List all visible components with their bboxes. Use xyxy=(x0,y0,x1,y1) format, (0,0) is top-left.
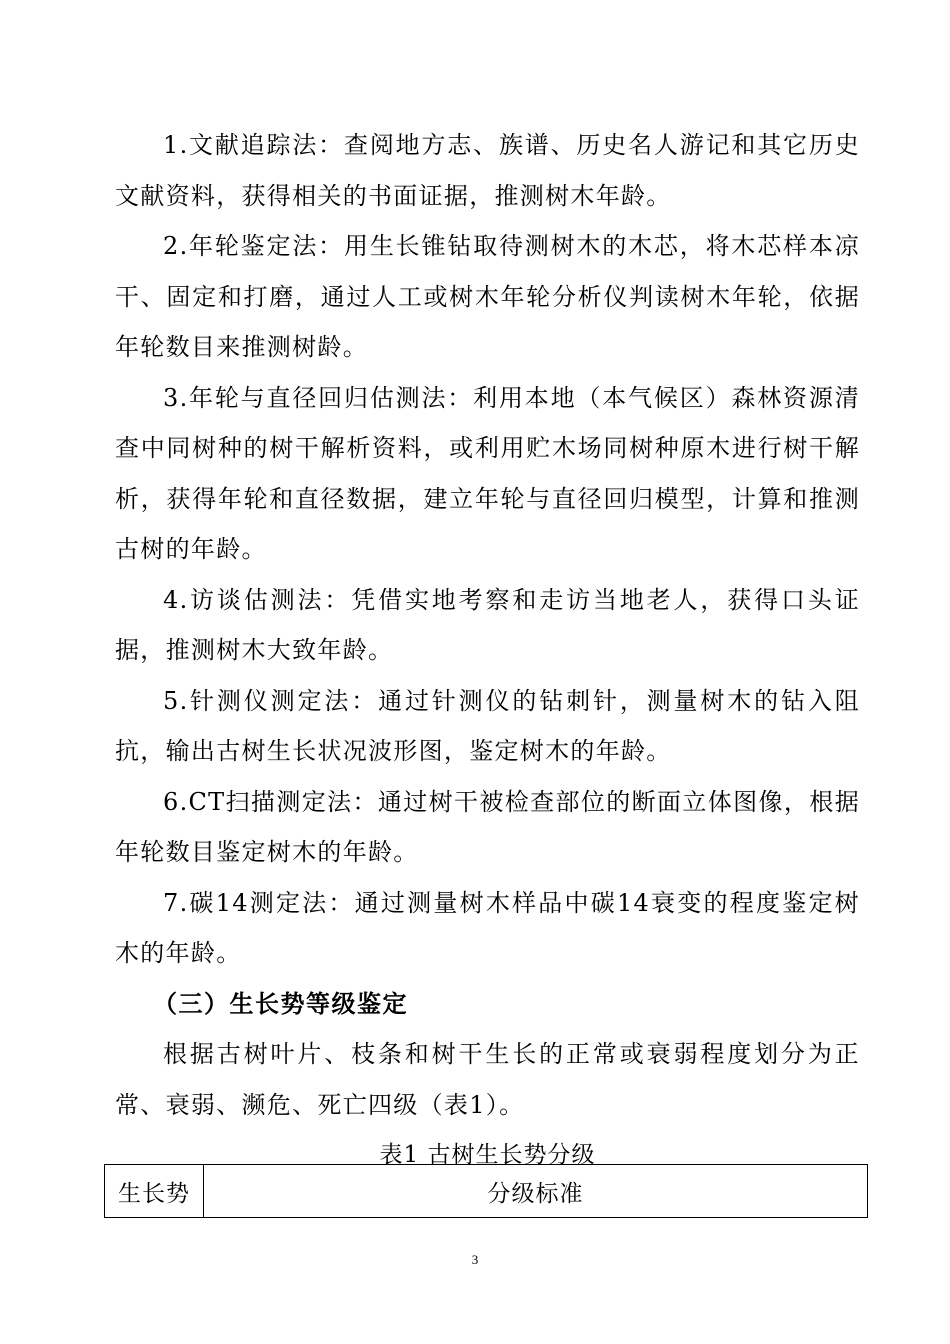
method-paragraph-1: 1.文献追踪法：查阅地方志、族谱、历史名人游记和其它历史文献资料，获得相关的书面证据，推测树木年龄。 xyxy=(115,131,860,210)
page-number: 3 xyxy=(471,1252,479,1267)
method-paragraph-2: 2.年轮鉴定法：用生长锥钻取待测树木的木芯，将木芯样本凉干、固定和打磨，通过人工或树木年轮分析仪判读树木年轮，依据年轮数目来推测树龄。 xyxy=(115,232,860,361)
section-paragraph: 根据古树叶片、枝条和树干生长的正常或衰弱程度划分为正常、衰弱、濒危、死亡四级（表1）。 xyxy=(115,1040,860,1119)
table-header-growth: 生长势 xyxy=(105,1165,204,1218)
section-heading: （三）生长势等级鉴定 xyxy=(153,989,408,1018)
method-paragraph-5: 5.针测仪测定法：通过针测仪的钻刺针，测量树木的钻入阻抗，输出古树生长状况波形图，鉴定树木的年龄。 xyxy=(115,686,860,765)
table-caption: 表1 古树生长势分级 xyxy=(379,1142,596,1168)
table-header-criteria: 分级标准 xyxy=(204,1165,868,1218)
growth-grade-table xyxy=(104,1164,868,1218)
table-header-row xyxy=(105,1165,868,1218)
method-paragraph-3: 3.年轮与直径回归估测法：利用本地（本气候区）森林资源清查中同树种的树干解析资料，或利用贮木场同树种原木进行树干解析，获得年轮和直径数据，建立年轮与直径回归模型，计算和推测古树的年龄。 xyxy=(115,383,860,563)
method-paragraph-7: 7.碳14测定法：通过测量树木样品中碳14衰变的程度鉴定树木的年龄。 xyxy=(115,888,860,967)
page-content xyxy=(115,120,860,1180)
method-paragraph-4: 4.访谈估测法：凭借实地考察和走访当地老人，获得口头证据，推测树木大致年龄。 xyxy=(115,585,860,664)
method-paragraph-6: 6.CT扫描测定法：通过树干被检查部位的断面立体图像，根据年轮数目鉴定树木的年龄。 xyxy=(115,787,860,866)
